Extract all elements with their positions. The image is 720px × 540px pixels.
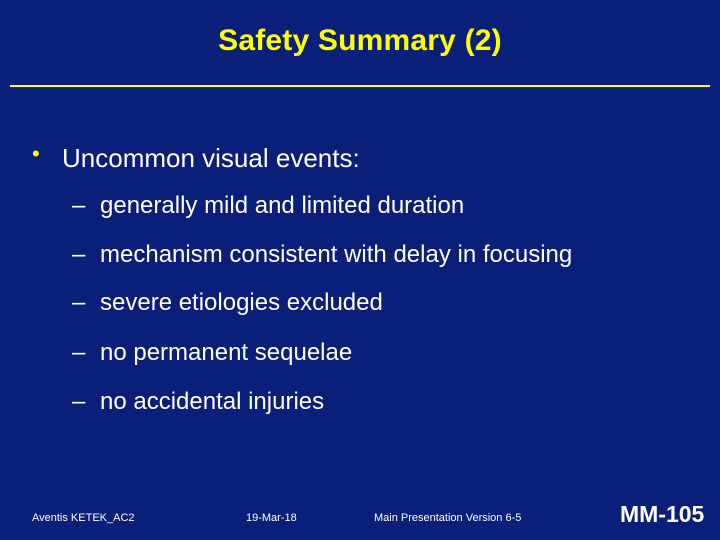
sub-bullet-1	[72, 192, 464, 220]
sub-bullet-text: no accidental injuries	[100, 388, 325, 415]
footer-date: 19-Mar-18	[246, 512, 297, 524]
main-bullet-text: Uncommon visual events:	[62, 143, 360, 173]
sub-bullet-text: no permanent sequelae	[100, 339, 353, 366]
sub-bullet-4	[72, 339, 352, 367]
sub-bullet-text: severe etiologies excluded	[100, 289, 383, 316]
sub-bullet-marker: –	[72, 388, 86, 415]
sub-bullet-3	[72, 289, 383, 317]
slide-code: MM-105	[620, 501, 705, 527]
sub-bullet-marker: –	[72, 192, 86, 219]
slide-title: Safety Summary (2)	[218, 24, 502, 57]
bullet-marker: •	[32, 141, 40, 166]
sub-bullet-2	[72, 241, 572, 269]
sub-bullet-marker: –	[72, 241, 86, 268]
footer-source: Aventis KETEK_AC2	[32, 512, 135, 524]
sub-bullet-marker: –	[72, 289, 86, 316]
sub-bullet-text: generally mild and limited duration	[100, 192, 465, 219]
main-bullet	[32, 140, 360, 176]
sub-bullet-5	[72, 388, 324, 416]
footer-version: Main Presentation Version 6-5	[374, 512, 522, 524]
sub-bullet-text: mechanism consistent with delay in focusing	[100, 241, 573, 268]
title-divider	[10, 85, 710, 87]
sub-bullet-marker: –	[72, 339, 86, 366]
